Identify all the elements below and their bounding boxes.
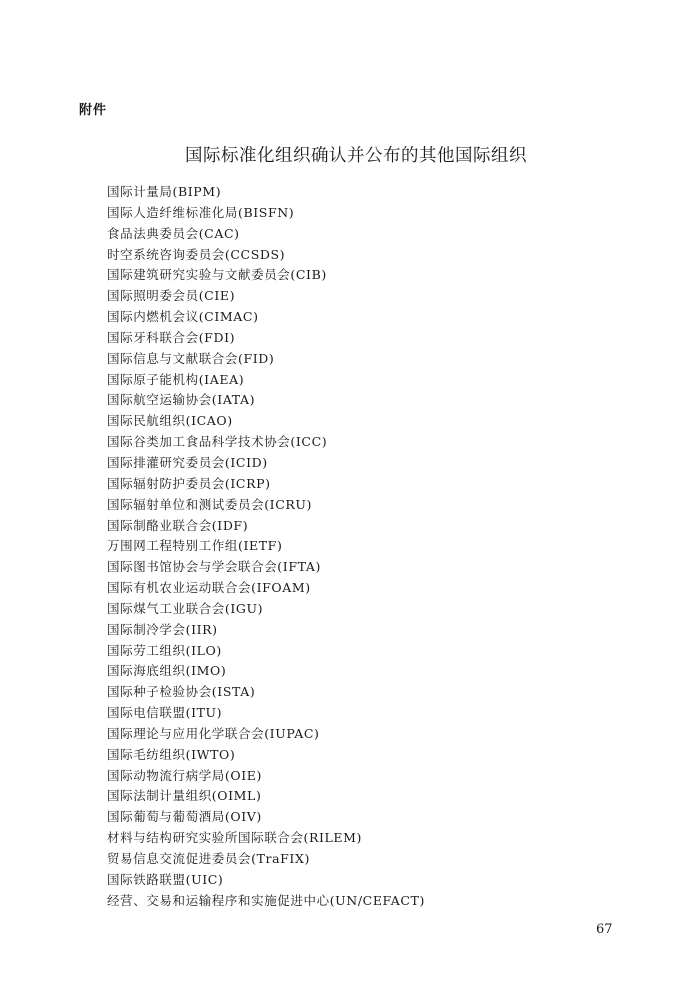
organization-list [107, 182, 425, 912]
list-item: 国际种子检验协会(ISTA) [107, 684, 256, 700]
list-item: 国际制酪业联合会(IDF) [107, 517, 249, 533]
list-item: 国际原子能机构(IAEA) [107, 371, 245, 387]
list-item: 国际制冷学会(IIR) [107, 621, 218, 637]
list-item: 国际电信联盟(ITU) [107, 705, 223, 721]
list-item: 国际辐射防护委员会(ICRP) [107, 475, 271, 491]
list-item: 经营、交易和运输程序和实施促进中心(UN/CEFACT) [107, 892, 425, 908]
list-item: 国际牙科联合会(FDI) [107, 329, 236, 345]
list-item: 食品法典委员会(CAC) [107, 225, 240, 241]
list-item: 国际理论与应用化学联合会(IUPAC) [107, 725, 320, 741]
list-item: 国际法制计量组织(OIML) [107, 788, 262, 804]
list-item: 国际图书馆协会与学会联合会(IFTA) [107, 559, 321, 575]
list-item: 时空系统咨询委员会(CCSDS) [107, 246, 286, 262]
list-item: 国际信息与文献联合会(FID) [107, 350, 275, 366]
list-item: 国际辐射单位和测试委员会(ICRU) [107, 496, 313, 512]
list-item: 国际照明委会员(CIE) [107, 288, 236, 304]
list-item: 国际葡萄与葡萄酒局(OIV) [107, 809, 262, 825]
list-item: 国际劳工组织(ILO) [107, 642, 222, 658]
list-item: 国际毛纺组织(IWTO) [107, 746, 236, 762]
list-item: 国际煤气工业联合会(IGU) [107, 600, 264, 616]
list-item: 国际有机农业运动联合会(IFOAM) [107, 580, 311, 596]
list-item: 贸易信息交流促进委员会(TraFIX) [107, 851, 310, 866]
list-item: 国际铁路联盟(UIC) [107, 871, 224, 887]
page-title: 国际标准化组织确认并公布的其他国际组织 [185, 146, 527, 166]
list-item: 国际航空运输协会(IATA) [107, 392, 256, 408]
list-item: 国际计量局(BIPM) [107, 184, 222, 199]
list-item: 国际谷类加工食品科学技术协会(ICC) [107, 434, 328, 450]
list-item: 国际建筑研究实验与文献委员会(CIB) [107, 267, 327, 283]
list-item: 国际海底组织(IMO) [107, 663, 227, 679]
list-item: 国际民航组织(ICAO) [107, 413, 233, 429]
list-item: 国际内燃机会议(CIMAC) [107, 309, 259, 325]
list-item: 国际动物流行病学局(OIE) [107, 767, 262, 783]
attachment-label: 附件 [79, 103, 108, 118]
list-item: 国际人造纤维标准化局(BISFN) [107, 204, 295, 220]
list-item: 国际排灌研究委员会(ICID) [107, 454, 268, 470]
list-item: 万围网工程特别工作组(IETF) [107, 538, 283, 554]
page-number: 67 [596, 922, 613, 937]
list-item: 材料与结构研究实验所国际联合会(RILEM) [107, 830, 363, 846]
